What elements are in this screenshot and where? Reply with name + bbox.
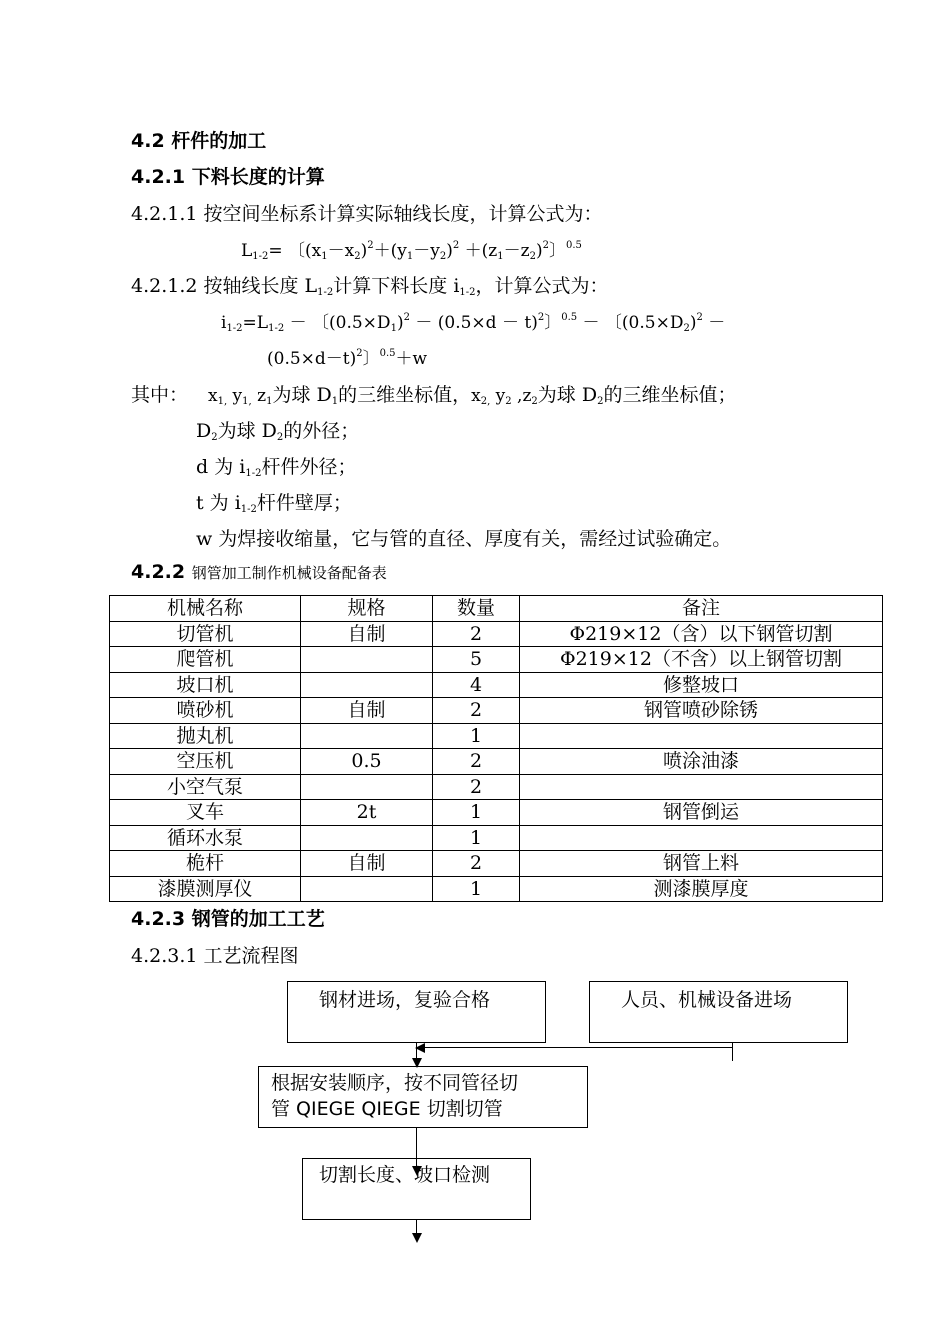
section-4-2-1-2-text: 4.2.1.2 按轴线长度 $L_{1-2}$计算下料长度 $i_{1-2}$，计算公式为： — [131, 275, 609, 298]
formula-cut-length-line2: $(0.5\times d-t)^2$〕$^{0.5}$＋w — [267, 348, 428, 369]
formula-cut-length-line1: $i_{1-2}=L_{1-2}$ － 〔$(0.5\times D_1)^2 - (0.5\times d - t)^2$〕$^{0.5}$ － 〔$(0.5\times D_2)^2$ － — [221, 312, 726, 334]
connector-line — [732, 1043, 733, 1061]
table-row: 小空气泵 2 — [110, 774, 883, 800]
flow-box-personnel-arrival: 人员、机械设备进场 — [589, 981, 848, 1043]
header-note: 备注 — [520, 596, 883, 622]
section-4-2-1-heading: 4.2.1 下料长度的计算 — [131, 166, 325, 188]
table-header-row — [110, 596, 883, 622]
section-4-2-3-heading: 4.2.3 钢管的加工工艺 — [131, 908, 325, 930]
section-4-2-2-heading: 4.2.2 钢管加工制作机械设备配备表 — [131, 561, 387, 583]
table-row: 循环水泵 1 — [110, 825, 883, 851]
where-line5: w 为焊接收缩量，它与管的直径、厚度有关，需经过试验确定。 — [196, 528, 732, 550]
where-line1: $x_{1,}$ $y_{1,}$ $z_1$为球 $D_1$的三维坐标值，$x_{2,}$ $y_2$ $,z_2$为球 $D_2$的三维坐标值； — [208, 384, 737, 407]
section-4-2-3-1-text: 4.2.3.1 工艺流程图 — [131, 945, 299, 967]
table-row: 漆膜测厚仪 1 测漆膜厚度 — [110, 876, 883, 902]
flow-box-steel-arrival: 钢材进场，复验合格 — [287, 981, 546, 1043]
header-qty: 数量 — [433, 596, 520, 622]
table-row: 喷砂机 自制 2 钢管喷砂除锈 — [110, 698, 883, 724]
flow-box-cutting: 根据安装顺序，按不同管径切 管 QIEGE QIEGE 切割切管 — [258, 1066, 588, 1128]
table-row: 切管机 自制 2 Φ219×12（含）以下钢管切割 — [110, 621, 883, 647]
table-row: 桅杆 自制 2 钢管上料 — [110, 851, 883, 877]
where-label: 其中： — [131, 384, 189, 406]
equipment-table — [109, 595, 883, 902]
flow-box-inspection: 切割长度、坡口检测 — [302, 1158, 531, 1220]
table-row: 爬管机 5 Φ219×12（不含）以上钢管切割 — [110, 647, 883, 673]
table-row: 坡口机 4 修整坡口 — [110, 672, 883, 698]
where-line3: d 为 $i_{1-2}$杆件外径； — [196, 456, 357, 479]
where-line4: t 为 $i_{1-2}$杆件壁厚； — [196, 492, 352, 515]
arrow-down-icon — [412, 1233, 422, 1243]
header-name: 机械名称 — [110, 596, 301, 622]
header-spec: 规格 — [301, 596, 433, 622]
table-row: 叉车 2t 1 钢管倒运 — [110, 800, 883, 826]
formula-axis-length: $L_{1-2}=$ 〔$(x_1-x_2)^2+(y_1-y_2)^2 +(z_1-z_2)^2$〕$^{0.5}$ — [241, 240, 582, 262]
table-caption: 钢管加工制作机械设备配备表 — [191, 564, 387, 582]
section-4-2-heading: 4.2 杆件的加工 — [131, 130, 267, 152]
section-4-2-1-1-text: 4.2.1.1 按空间坐标系计算实际轴线长度，计算公式为： — [131, 203, 603, 225]
connector-line — [425, 1047, 733, 1048]
table-row: 空压机 0.5 2 喷涂油漆 — [110, 749, 883, 775]
where-line2: $D_2$为球 $D_2$的外径； — [196, 420, 360, 443]
table-row: 抛丸机 1 — [110, 723, 883, 749]
